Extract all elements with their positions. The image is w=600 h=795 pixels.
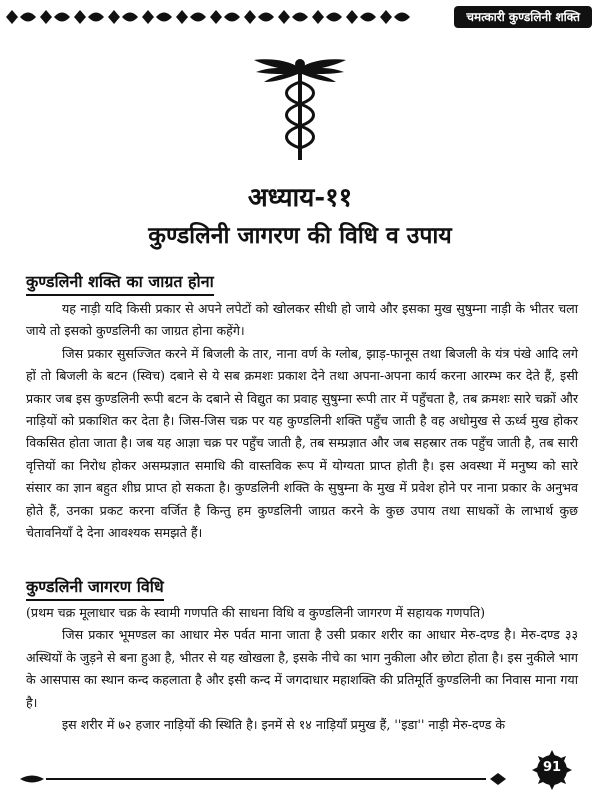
header-ornament-icon: [6, 6, 416, 28]
chapter-number-title: अध्याय-११: [247, 183, 353, 213]
chapter-title: कुण्डलिनी जागरण की विधि व उपाय: [148, 222, 452, 249]
page-header: [0, 0, 600, 34]
book-title-tag: चमत्कारी कुण्डलिनी शक्ति: [454, 6, 592, 28]
paragraph: जिस प्रकार सुसज्जित करने में बिजली के तार, नाना वर्ण के ग्लोब, झाड़-फानूस तथा बिजली के यंत्र पंखे आदि लगे हों तो बिजली के बटन (स्विच) दबाने से ये सब क्रमशः प्रकाश देने तथा अपना-अपना कार्य करना आरम्भ कर देते हैं, इसी प्रकार जब इस कुण्डलिनी रूपी बटन के दबाने से विद्युत का प्रवाह सुषुम्ना रूपी तार में पहुँचता है, तब क्रमशः सारे चक्रों और नाड़ियों को प्रकाशित कर देता है। जिस-जिस चक्र पर यह कुण्डलिनी शक्ति पहुँच जाती है वह अधोमुख से ऊर्ध्व मुख होकर विकसित होता जाता है। जब यह आज्ञा चक्र पर पहुँच जाती है, तब सम्प्रज्ञात और जब सहस्रार तक पहुँच जाती है, तब सारी वृत्तियों का निरोध होकर असम्प्रज्ञात समाधि की वास्तविक रूप में योग्यता प्राप्त होती है। इस अवस्था में मनुष्य को सारे संसार का ज्ञान बहुत शीघ्र प्राप्त हो सकता है। कुण्डलिनी शक्ति के सुषुम्ना के मुख में प्रवेश होने पर नाना प्रकार के अनुभव होते हैं, उनका प्रकट करना वर्जित है किन्तु हम कुण्डलिनी जाग्रत करने के कुछ उपाय तथा साधकों के लाभार्थ कुछ चेतावनियाँ दे देना आवश्यक समझते हैं।: [26, 345, 578, 541]
section-body: [26, 298, 578, 544]
caduceus-icon: [252, 54, 348, 164]
paragraph: इस शरीर में ७२ हजार नाड़ियों की स्थिति है। इनमें से १४ नाड़ियाँ प्रमुख हैं, ''इडा'' नाड़ी मेरु-दण्ड के: [62, 717, 506, 733]
paragraph: जिस प्रकार भूमण्डल का आधार मेरु पर्वत माना जाता है उसी प्रकार शरीर का आधार मेरु-दण्ड है। मेरु-दण्ड ३३ अस्थियों के जुड़ने से बना हुआ है, भीतर से यह खोखला है, इसके नीचे का भाग नुकीला और छोटा होता है। इस नुकीले भाग के आसपास का स्थान कन्द कहलाता है और इसी कन्द में जगदाधार महाशक्ति की प्रतिमूर्ति कुण्डलिनी का निवास माना गया है।: [26, 627, 578, 710]
section-body: [26, 602, 578, 736]
footer-ornament-icon: [20, 770, 520, 788]
section-heading: कुण्डलिनी शक्ति का जाग्रत होना: [26, 270, 214, 296]
paragraph: यह नाड़ी यदि किसी प्रकार से अपने लपेटों को खोलकर सीधी हो जाये और इसका मुख सुषुम्ना नाड़ी के भीतर चला जाये तो इसको कुण्डलिनी का जाग्रत होना कहेंगे।: [26, 301, 578, 339]
page-number: 91: [542, 760, 562, 775]
section-intro: (प्रथम चक्र मूलाधार चक्र के स्वामी गणपति की साधना विधि व कुण्डलिनी जागरण में सहायक गणपति): [26, 605, 485, 620]
section-heading: कुण्डलिनी जागरण विधि: [26, 575, 164, 601]
